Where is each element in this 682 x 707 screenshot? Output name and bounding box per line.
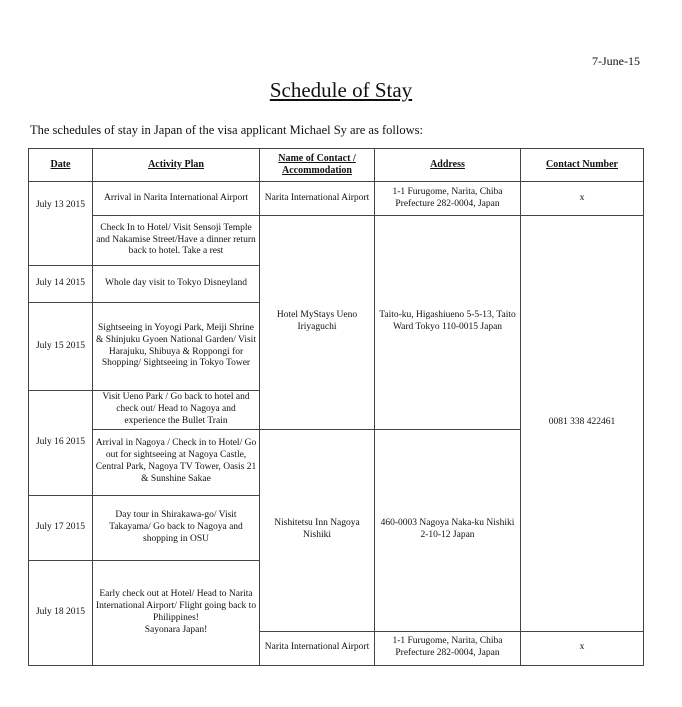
phone-cell: 0081 338 422461 [521, 216, 644, 632]
date-cell: July 14 2015 [29, 266, 93, 303]
activity-cell: Early check out at Hotel/ Head to Narita International Airport/ Flight going back to Philippines! Sayonara Japan! [93, 560, 260, 665]
activity-cell: Check In to Hotel/ Visit Sensoji Temple and Nakamise Street/Have a dinner return back to hotel. Take a rest [93, 216, 260, 266]
contact-cell: Nishitetsu Inn Nagoya Nishiki [260, 429, 375, 631]
phone-cell: x [521, 631, 644, 665]
activity-cell: Whole day visit to Tokyo Disneyland [93, 266, 260, 303]
page-title: Schedule of Stay [269, 78, 413, 102]
date-cell: July 15 2015 [29, 303, 93, 391]
contact-cell: Hotel MyStays Ueno Iriyaguchi [260, 216, 375, 430]
header-phone: Contact Number [521, 149, 644, 182]
address-cell: 1-1 Furugome, Narita, Chiba Prefecture 282-0004, Japan [375, 182, 521, 216]
activity-cell: Sightseeing in Yoyogi Park, Meiji Shrine & Shinjuku Gyoen National Garden/ Visit Harajuku, Shibuya & Roppongi for Shopping/ Sightseeing in Tokyo Tower [93, 303, 260, 391]
header-contact: Name of Contact / Accommodation [260, 149, 375, 182]
schedule-table [28, 148, 644, 666]
activity-cell: Arrival in Nagoya / Check in to Hotel/ Go out for sightseeing at Nagoya Castle, Central Park, Nagoya TV Tower, Oasis 21 & Sunshine Sakae [93, 429, 260, 495]
activity-cell: Day tour in Shirakawa-go/ Visit Takayama/ Go back to Nagoya and shopping in OSU [93, 495, 260, 560]
date-cell: July 16 2015 [29, 391, 93, 496]
phone-cell: x [521, 182, 644, 216]
contact-cell: Narita International Airport [260, 631, 375, 665]
activity-cell: Arrival in Narita International Airport [93, 182, 260, 216]
document-date: 7-June-15 [592, 54, 640, 68]
date-cell: July 18 2015 [29, 560, 93, 665]
intro-text: The schedules of stay in Japan of the visa applicant Michael Sy are as follows: [30, 123, 423, 137]
table-row [29, 216, 644, 266]
address-cell: 460-0003 Nagoya Naka-ku Nishiki 2-10-12 Japan [375, 429, 521, 631]
header-activity: Activity Plan [93, 149, 260, 182]
header-date: Date [29, 149, 93, 182]
date-cell: July 13 2015 [29, 182, 93, 266]
table-header-row [29, 149, 644, 182]
address-cell: Taito-ku, Higashiueno 5-5-13, Taito Ward Tokyo 110-0015 Japan [375, 216, 521, 430]
date-cell: July 17 2015 [29, 495, 93, 560]
table-row [29, 182, 644, 216]
activity-cell: Visit Ueno Park / Go back to hotel and check out/ Head to Nagoya and experience the Bullet Train [93, 391, 260, 430]
address-cell: 1-1 Furugome, Narita, Chiba Prefecture 282-0004, Japan [375, 631, 521, 665]
contact-cell: Narita International Airport [260, 182, 375, 216]
header-address: Address [375, 149, 521, 182]
